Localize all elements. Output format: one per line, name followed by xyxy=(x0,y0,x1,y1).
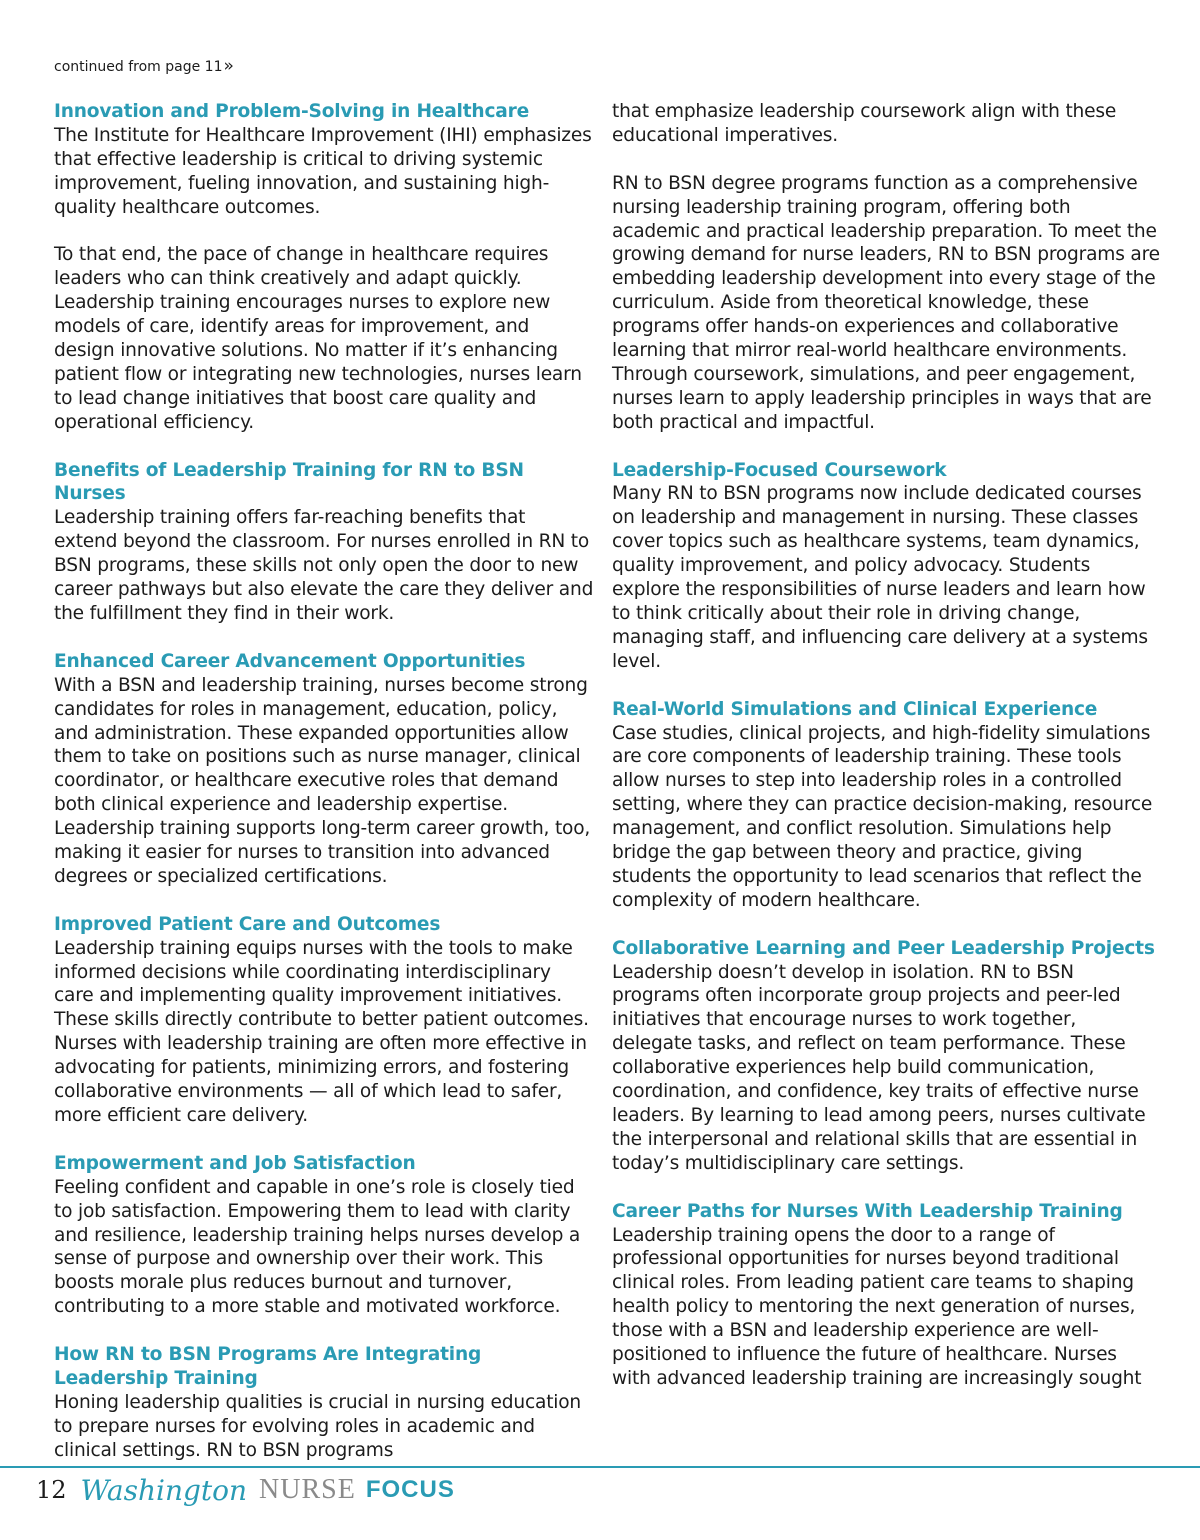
section-heading: Real-World Simulations and Clinical Experience xyxy=(612,698,1098,720)
section-body: Case studies, clinical projects, and high-fidelity simulations are core components of leadership training. These tools allow nurses to step into leadership roles in a controlled setting, where they can practice decision-making, resource management, and conflict resolution. Simulations help bridge the gap between theory and practice, giving students the opportunity to lead scenarios that reflect the complexity of modern healthcare. xyxy=(612,722,1153,911)
section-body: RN to BSN degree programs function as a comprehensive nursing leadership training program, offering both academic and practical leadership preparation. To meet the growing demand for nurse leaders, RN to BSN programs are embedding leadership development into every stage of the curriculum. Aside from theoretical knowledge, these programs offer hands-on experiences and collaborative learning that mirror real-world healthcare environments. Through coursework, simulations, and peer engagement, nurses learn to apply leadership principles in ways that are both practical and impactful. xyxy=(612,172,1160,433)
section-body: Leadership training equips nurses with the tools to make informed decisions while coordinating interdisciplinary care and implementing quality improvement initiatives. These skills directly contribute to better patient outcomes. Nurses with leadership training are often more effective in advocating for patients, minimizing errors, and fostering collaborative environments — all of which lead to safer, more efficient care delivery. xyxy=(54,937,589,1126)
section-heading: Career Paths for Nurses With Leadership Training xyxy=(612,1200,1123,1222)
section-body: To that end, the pace of change in healthcare requires leaders who can think creatively and adapt quickly. Leadership training encourages nurses to explore new models of care, identify areas for improvement, and design innovative solutions. No matter if it’s enhancing patient flow or integrating new technologies, nurses learn to lead change initiatives that boost care quality and operational efficiency. xyxy=(54,244,582,433)
continued-note xyxy=(54,56,234,76)
section-heading: Collaborative Learning and Peer Leadership Projects xyxy=(612,937,1155,959)
section-heading: Benefits of Leadership Training for RN to BSN Nurses xyxy=(54,459,524,505)
logo-nurse: NURSE xyxy=(259,1474,356,1505)
section-body: The Institute for Healthcare Improvement (IHI) emphasizes that effective leadership is critical to driving systemic improvement, fueling innovation, and sustaining high-quality healthcare outcomes. xyxy=(54,124,592,218)
section-body: Leadership doesn’t develop in isolation. RN to BSN programs often incorporate group projects and peer-led initiatives that encourage nurses to work together, delegate tasks, and reflect on team performance. These collaborative experiences help build communication, coordination, and confidence, key traits of effective nurse leaders. By learning to lead among peers, nurses cultivate the interpersonal and relational skills that are essential in today’s multidisciplinary care settings. xyxy=(612,961,1146,1174)
section-body: Many RN to BSN programs now include dedicated courses on leadership and management in nursing. These classes cover topics such as healthcare systems, team dynamics, quality improvement, and policy advocacy. Students explore the responsibilities of nurse leaders and learn how to think critically about their role in driving change, managing staff, and influencing care delivery at a systems level. xyxy=(612,483,1148,672)
page-footer xyxy=(36,1468,455,1512)
article-section xyxy=(612,100,1160,148)
section-body: Leadership training opens the door to a range of professional opportunities for nurses beyond traditional clinical roles. From leading patient care teams to shaping health policy to mentoring the next generation of nurses, those with a BSN and leadership experience are well-positioned to influence the future of healthcare. Nurses with advanced leadership training are increasingly sought xyxy=(612,1224,1142,1389)
section-body: Feeling confident and capable in one’s role is closely tied to job satisfaction. Empowering them to lead with clarity and resilience, leadership training helps nurses develop a sense of purpose and ownership over their work. This boosts morale plus reduces burnout and turnover, contributing to a more stable and motivated workforce. xyxy=(54,1176,581,1318)
article-section xyxy=(612,172,1160,435)
logo-washington: Washington xyxy=(80,1473,248,1507)
section-body: that emphasize leadership coursework align with these educational imperatives. xyxy=(612,101,1117,146)
article-section xyxy=(612,1200,1160,1391)
section-heading: How RN to BSN Programs Are Integrating Leadership Training xyxy=(54,1344,482,1389)
article-section xyxy=(612,698,1160,913)
section-heading: Enhanced Career Advancement Opportunities xyxy=(54,650,526,672)
section-body: With a BSN and leadership training, nurses become strong candidates for roles in management, education, policy, and administration. These expanded opportunities allow them to take on positions such as nurse manager, clinical coordinator, or healthcare executive roles that demand both clinical experience and leadership expertise. Leadership training supports long-term career growth, too, making it easier for nurses to transition into advanced degrees or specialized certifications. xyxy=(54,674,591,887)
continued-text: continued from page 11 xyxy=(54,59,223,75)
article-section xyxy=(612,459,1160,674)
section-body: Leadership training offers far-reaching benefits that extend beyond the classroom. For nurses enrolled in RN to BSN programs, these skills not only open the door to new career pathways but also elevate the care they deliver and the fulfillment they find in their work. xyxy=(54,507,594,624)
page-number: 12 xyxy=(36,1476,67,1504)
article-section xyxy=(54,243,594,434)
article-section xyxy=(612,937,1160,1176)
section-heading: Empowerment and Job Satisfaction xyxy=(54,1152,416,1174)
left-column xyxy=(54,100,594,1486)
continued-arrow-icon: » xyxy=(223,56,234,76)
article-section xyxy=(54,100,594,220)
section-heading: Innovation and Problem-Solving in Healthcare xyxy=(54,101,530,122)
section-body: Honing leadership qualities is crucial in nursing education to prepare nurses for evolving roles in academic and clinical settings. RN to BSN programs xyxy=(54,1391,582,1461)
logo-focus: FOCUS xyxy=(365,1476,455,1503)
article-section xyxy=(54,650,594,889)
section-heading: Leadership-Focused Coursework xyxy=(612,459,947,481)
article-section xyxy=(54,1152,594,1319)
article-section xyxy=(54,913,594,1128)
right-column xyxy=(612,100,1160,1415)
section-heading: Improved Patient Care and Outcomes xyxy=(54,913,441,935)
article-section xyxy=(54,1343,594,1463)
article-section xyxy=(54,459,594,626)
